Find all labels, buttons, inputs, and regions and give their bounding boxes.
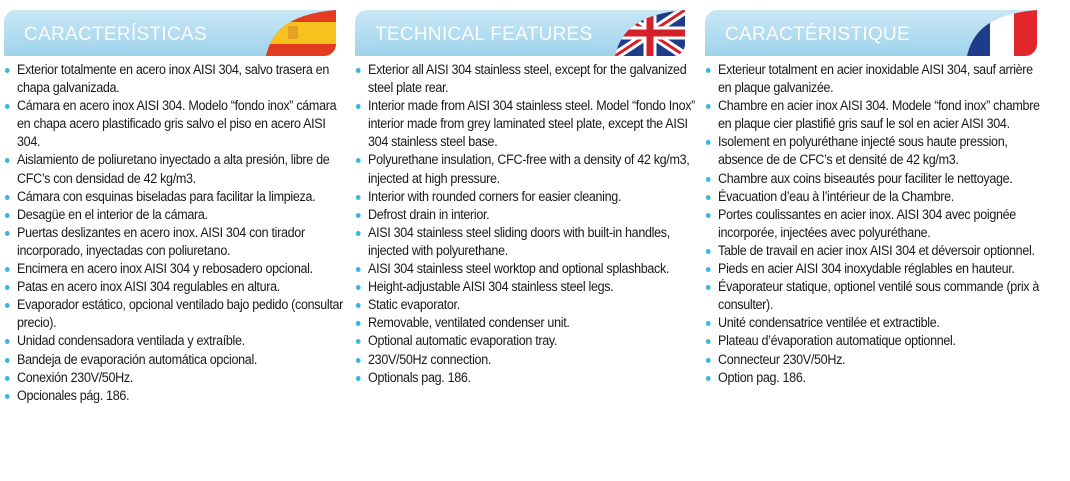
list-item: Évaporateur statique, optionel ventilé sous commande (prix à consulter).: [705, 278, 1048, 314]
list-item: Height-adjustable AISI 304 stainless steel legs.: [355, 278, 696, 296]
section-title: TECHNICAL FEATURES: [375, 24, 593, 45]
list-item: Patas en acero inox AISI 304 regulables en altura.: [4, 278, 347, 296]
list-item: Cámara en acero inox AISI 304. Modelo “fondo inox” cámara en chapa acero plastificado gris salvo el piso en acero AISI 304.: [4, 97, 347, 151]
list-item: Desagüe en el interior de la cámara.: [4, 206, 347, 224]
list-item: Option pag. 186.: [705, 369, 1048, 387]
list-item: Chambre en acier inox AISI 304. Modele “fond inox” chambre en plaque cier plastifié gris sauf le sol en acier AISI 304.: [705, 97, 1048, 133]
list-item: Exterieur totalment en acier inoxidable AISI 304, sauf arrière en plaque galvanizée.: [705, 61, 1048, 97]
list-item: Optionals pag. 186.: [355, 369, 696, 387]
list-item: Pieds en acier AISI 304 inoxydable réglables en hauteur.: [705, 260, 1048, 278]
uk-flag-icon: [615, 10, 685, 56]
list-item: AISI 304 stainless steel sliding doors with built-in handles, injected with polyurethane.: [355, 224, 696, 260]
list-item: 230V/50Hz connection.: [355, 351, 696, 369]
list-item: Évacuation d’eau à l’intérieur de la Chambre.: [705, 188, 1048, 206]
france-flag-icon: [967, 10, 1037, 56]
list-item: Unité condensatrice ventilée et extractible.: [705, 314, 1048, 332]
list-item: Interior made from AISI 304 stainless steel. Model “fondo Inox” interior made from grey laminated steel plate, except the AISI 304 stainless steel base.: [355, 97, 696, 151]
list-item: Unidad condensadora ventilada y extraíble.: [4, 332, 347, 350]
list-item: Exterior all AISI 304 stainless steel, except for the galvanized steel plate rear.: [355, 61, 696, 97]
list-item: Cámara con esquinas biseladas para facilitar la limpieza.: [4, 188, 347, 206]
list-item: Connecteur 230V/50Hz.: [705, 351, 1048, 369]
section-title: CARACTÉRISTIQUE: [725, 24, 911, 45]
header-french: [705, 10, 1037, 56]
list-item: Isolement en polyuréthane injecté sous haute pression, absence de de CFC’s et densité de 42 kg/m3.: [705, 133, 1048, 169]
list-item: AISI 304 stainless steel worktop and optional splashback.: [355, 260, 696, 278]
list-item: Plateau d’évaporation automatique optionnel.: [705, 332, 1048, 350]
list-item: Aislamiento de poliuretano inyectado a alta presión, libre de CFC’s con densidad de 42 kg/m3.: [4, 151, 347, 187]
spain-flag-icon: [266, 10, 336, 56]
list-item: Chambre aux coins biseautés pour faciliter le nettoyage.: [705, 170, 1048, 188]
list-item: Static evaporator.: [355, 296, 696, 314]
header-spanish: [4, 10, 336, 56]
list-item: Exterior totalmente en acero inox AISI 304, salvo trasera en chapa galvanizada.: [4, 61, 347, 97]
list-item: Optional automatic evaporation tray.: [355, 332, 696, 350]
column-french: [705, 10, 1040, 387]
list-item: Evaporador estático, opcional ventilado bajo pedido (consultar precio).: [4, 296, 347, 332]
list-item: Table de travail en acier inox AISI 304 et déversoir optionnel.: [705, 242, 1048, 260]
feature-list: [355, 61, 696, 387]
column-spanish: [4, 10, 344, 405]
list-item: Bandeja de evaporación automática opcional.: [4, 351, 347, 369]
list-item: Puertas deslizantes en acero inox. AISI 304 con tirador incorporado, inyectadas con poliuretano.: [4, 224, 347, 260]
column-english: [355, 10, 696, 387]
list-item: Defrost drain in interior.: [355, 206, 696, 224]
list-item: Portes coulissantes en acier inox. AISI 304 avec poignée incorporée, injectées avec polyuréthane.: [705, 206, 1048, 242]
section-title: CARACTERÍSTICAS: [24, 24, 207, 45]
list-item: Conexión 230V/50Hz.: [4, 369, 347, 387]
list-item: Opcionales pág. 186.: [4, 387, 347, 405]
feature-list: [4, 61, 344, 405]
list-item: Interior with rounded corners for easier cleaning.: [355, 188, 696, 206]
header-english: [355, 10, 685, 56]
list-item: Encimera en acero inox AISI 304 y rebosadero opcional.: [4, 260, 347, 278]
list-item: Removable, ventilated condenser unit.: [355, 314, 696, 332]
feature-list: [705, 61, 1040, 387]
list-item: Polyurethane insulation, CFC-free with a density of 42 kg/m3, injected at high pressure.: [355, 151, 696, 187]
